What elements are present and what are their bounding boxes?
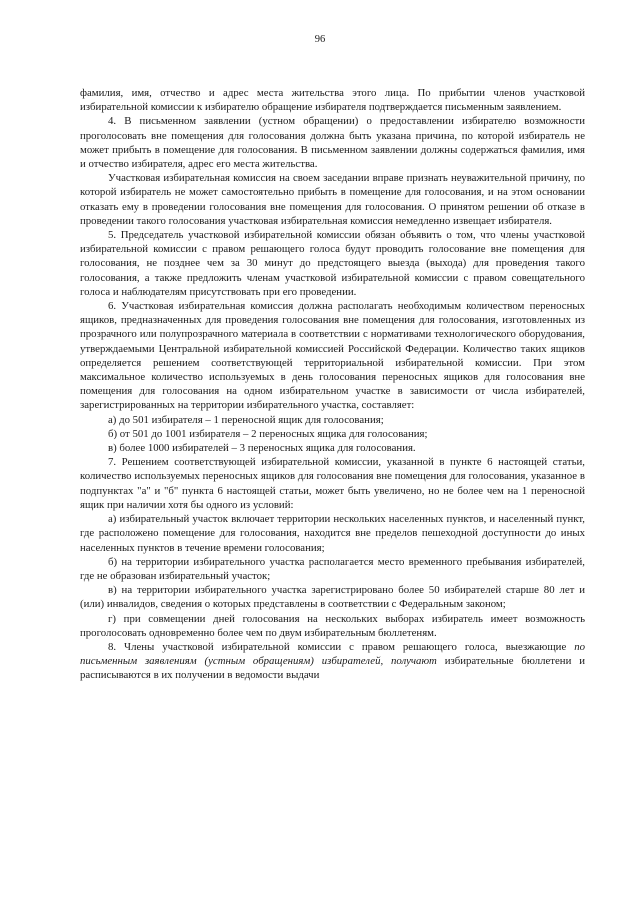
- condition-g: г) при совмещении дней голосования на нескольких выборах избиратель имеет возможность проголосовать одновременно более чем по двум избирательным бюллетеням.: [80, 612, 585, 639]
- subitem-a-ballot-boxes: а) до 501 избирателя – 1 переносной ящик для голосования;: [108, 413, 384, 426]
- paragraph-item-4: 4. В письменном заявлении (устном обращении) о предоставлении избирателю возможности проголосовать вне помещения для голосования должна быть указана причина, по которой избиратель не может прибыть в помещение для голосования. В письменном заявлении должны содержаться фамилия, имя и отчество избирателя, адрес его места жительства.: [80, 115, 585, 171]
- paragraph-item-8: [80, 640, 585, 683]
- paragraph-item-5: 5. Председатель участковой избирательной комиссии обязан объявить о том, что члены участковой избирательной комиссии с правом решающего голоса будут проводить голосование вне помещения для голосования, не позднее чем за 30 минут до предстоящего выезда (выхода) для проведения такого голосования, а также предложить членам участковой избирательной комиссии с правом совещательного голоса и наблюдателям присутствовать при его проведении.: [80, 229, 585, 298]
- condition-a: а) избирательный участок включает территории нескольких населенных пунктов, и населенный пункт, где расположено помещение для голосования, находится вне пределов пешеходной доступности до иных населенных пунктов в течение времени голосования;: [80, 513, 585, 554]
- subitem-v-ballot-boxes: в) более 1000 избирателей – 3 переносных ящика для голосования.: [108, 442, 416, 455]
- condition-v: в) на территории избирательного участка зарегистрировано более 50 избирателей старше 80 лет и (или) инвалидов, сведения о которых представлены в соответствии с Федеральным законом;: [80, 584, 585, 611]
- paragraph-refusal: Участковая избирательная комиссия на своем заседании вправе признать неуважительной причину, по которой избиратель не может самостоятельно прибыть в помещение для голосования, и на этом основании отказать ему в проведении голосования вне помещения для голосования. О принятом решении об отказе в проведении такого голосования участковая избирательная комиссия немедленно извещает избирателя.: [80, 172, 585, 227]
- paragraph-continuation: фамилия, имя, отчество и адрес места жительства этого лица. По прибытии членов участковой избирательной комиссии к избирателю обращение избирателя подтверждается письменным заявлением.: [80, 87, 585, 114]
- paragraph-item-8-italic: по письменным заявлениям (устным обращениям) избирателей, получают: [80, 640, 585, 668]
- document-body: [80, 86, 585, 683]
- paragraph-item-8-start: 8. Члены участковой избирательной комиссии с правом решающего голоса, выезжающие: [108, 640, 575, 653]
- condition-b: б) на территории избирательного участка располагается место временного пребывания избирателей, где не образован избирательный участок;: [80, 555, 585, 582]
- paragraph-item-7: 7. Решением соответствующей избирательной комиссии, указанной в пункте 6 настоящей статьи, количество используемых переносных ящиков для голосования вне помещения для голосования, указанное в подпунктах "а" и "б" пункта 6 настоящей статьи, может быть увеличено, но не более чем на 1 переносной ящик при наличии хотя бы одного из условий:: [80, 456, 585, 511]
- paragraph-item-8-end: избирательные бюллетени и расписываются в их получении в ведомости выдачи: [80, 655, 585, 682]
- subitem-b-ballot-boxes: б) от 501 до 1001 избирателя – 2 переносных ящика для голосования;: [108, 427, 428, 440]
- page-number: 96: [314, 34, 326, 45]
- paragraph-item-6: 6. Участковая избирательная комиссия должна располагать необходимым количеством переносных ящиков, предназначенных для проведения голосования вне помещения для голосования, изготовленных из прозрачного или полупрозрачного материала в соответствии с нормативами технологического оборудования, утверждаемыми Центральной избирательной комиссией Российской Федерации. Количество таких ящиков определяется решением соответствующей территориальной избирательной комиссии. При этом максимальное количество используемых в день голосования переносных ящиков для голосования вне помещения для голосования на одном избирательном участке в зависимости от числа избирателей, зарегистрированных на территории избирательного участка, составляет:: [80, 300, 585, 412]
